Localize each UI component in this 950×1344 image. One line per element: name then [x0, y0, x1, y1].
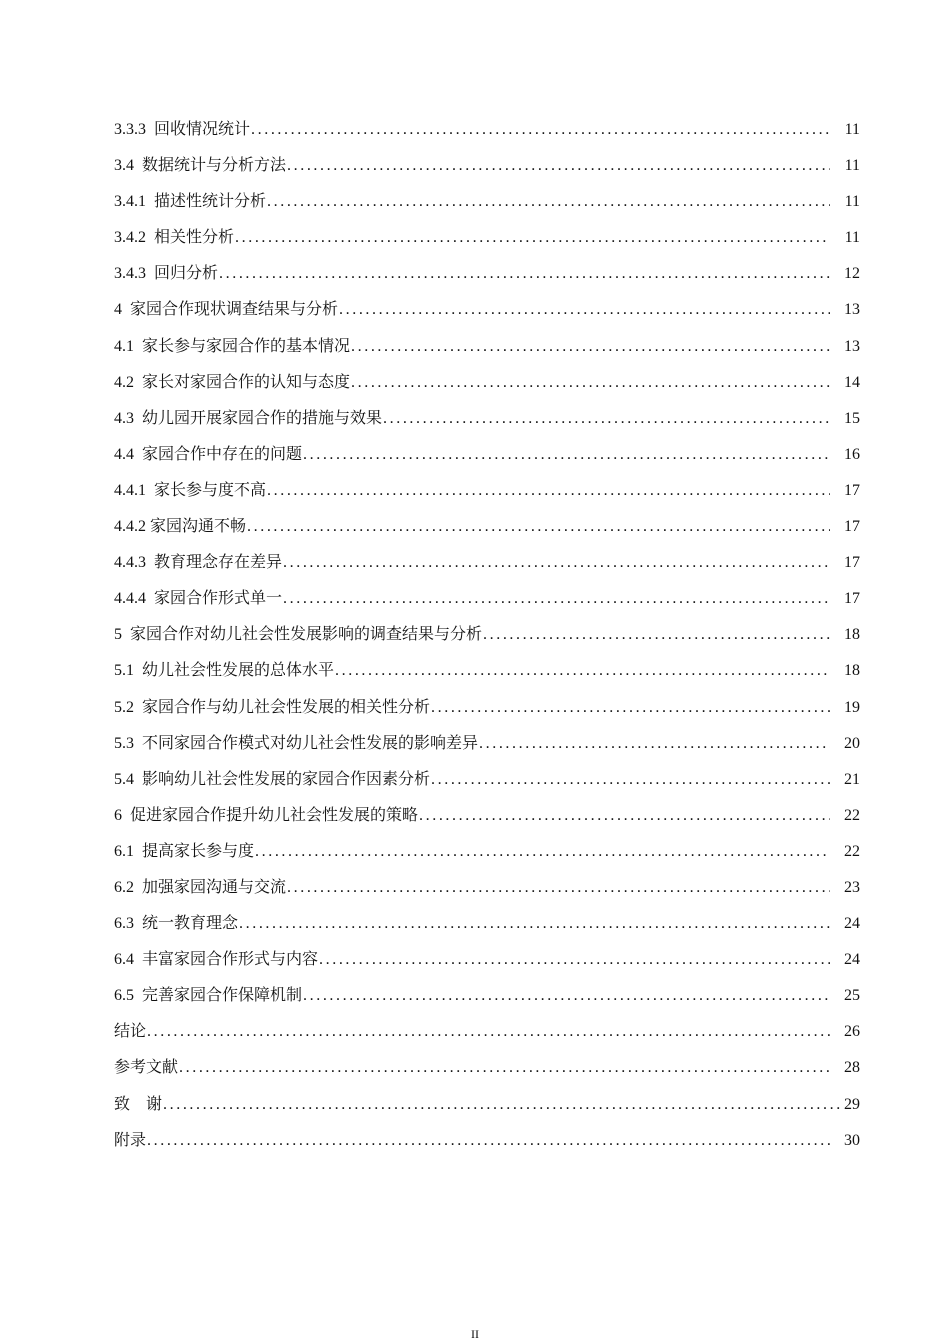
- toc-entry-title: 3.4 数据统计与分析方法: [114, 157, 287, 175]
- toc-entry[interactable]: [114, 509, 860, 545]
- toc-entry-title: 5.2 家园合作与幼儿社会性发展的相关性分析: [114, 698, 431, 716]
- toc-dot-leader: [335, 653, 830, 689]
- toc-entry-title: 6 促进家园合作提升幼儿社会性发展的策略: [114, 806, 419, 824]
- toc-entry[interactable]: [114, 184, 860, 220]
- toc-entry[interactable]: [114, 437, 860, 473]
- toc-entry[interactable]: [114, 798, 860, 834]
- toc-entry-title: 4.4.3 教育理念存在差异: [114, 554, 283, 572]
- toc-entry-page: 20: [844, 734, 860, 752]
- toc-entry-title: 致 谢: [114, 1095, 163, 1113]
- toc-entry-page: 13: [844, 301, 860, 319]
- toc-dot-leader: [255, 834, 830, 870]
- toc-entry[interactable]: [114, 473, 860, 509]
- toc-entry-title: 5.3 不同家园合作模式对幼儿社会性发展的影响差异: [114, 734, 479, 752]
- toc-entry-title: 6.5 完善家园合作保障机制: [114, 987, 303, 1005]
- toc-dot-leader: [351, 365, 830, 401]
- toc-entry-page: 19: [844, 698, 860, 716]
- toc-entry-page: 21: [844, 770, 860, 788]
- toc-entry[interactable]: [114, 726, 860, 762]
- toc-dot-leader: [267, 473, 830, 509]
- toc-entry[interactable]: [114, 401, 860, 437]
- toc-entry[interactable]: [114, 906, 860, 942]
- toc-entry-page: 17: [844, 481, 860, 499]
- toc-entry-page: 17: [844, 590, 860, 608]
- toc-entry-title: 5.1 幼儿社会性发展的总体水平: [114, 662, 335, 680]
- toc-entry-title: 6.3 统一教育理念: [114, 915, 239, 933]
- toc-entry-title: 3.3.3 回收情况统计: [114, 121, 251, 138]
- toc-entry-page: 18: [844, 662, 860, 680]
- toc-dot-leader: [351, 329, 830, 365]
- toc-entry-title: 4.3 幼儿园开展家园合作的措施与效果: [114, 409, 383, 427]
- toc-dot-leader: [283, 545, 830, 581]
- toc-entry[interactable]: [114, 220, 860, 256]
- toc-entry[interactable]: [114, 581, 860, 617]
- toc-entry[interactable]: [114, 256, 860, 292]
- toc-entry[interactable]: [114, 978, 860, 1014]
- page-number: II: [471, 1327, 479, 1341]
- toc-entry-page: 15: [844, 409, 860, 427]
- toc-dot-leader: [419, 798, 830, 834]
- toc-entry[interactable]: [114, 1123, 860, 1159]
- toc-entry-title: 6.1 提高家长参与度: [114, 842, 255, 860]
- toc-dot-leader: [179, 1050, 830, 1086]
- toc-entry[interactable]: [114, 1014, 860, 1050]
- toc-entry-title: 4.1 家长参与家园合作的基本情况: [114, 337, 351, 355]
- toc-entry[interactable]: [114, 329, 860, 365]
- toc-entry[interactable]: [114, 148, 860, 184]
- toc-entry-title: 3.4.1 描述性统计分析: [114, 193, 267, 211]
- toc-dot-leader: [431, 762, 830, 798]
- toc-entry-page: 23: [844, 878, 860, 896]
- toc-entry-page: 25: [844, 987, 860, 1005]
- toc-dot-leader: [319, 942, 830, 978]
- toc-entry-title: 附录: [114, 1131, 147, 1149]
- toc-dot-leader: [251, 112, 830, 148]
- toc-entry-title: 参考文献: [114, 1059, 179, 1077]
- toc-entry-page: 22: [844, 842, 860, 860]
- toc-entry-page: 11: [844, 193, 860, 211]
- toc-entry[interactable]: [114, 762, 860, 798]
- toc-dot-leader: [287, 148, 830, 184]
- table-of-contents: [114, 112, 860, 1159]
- toc-entry[interactable]: [114, 942, 860, 978]
- toc-entry-title: 6.4 丰富家园合作形式与内容: [114, 951, 319, 969]
- toc-entry[interactable]: [114, 690, 860, 726]
- toc-entry-page: 13: [844, 337, 860, 355]
- toc-dot-leader: [239, 906, 830, 942]
- toc-dot-leader: [303, 978, 830, 1014]
- toc-entry-title: 5 家园合作对幼儿社会性发展影响的调查结果与分析: [114, 626, 483, 644]
- toc-dot-leader: [383, 401, 830, 437]
- toc-entry[interactable]: [114, 834, 860, 870]
- toc-entry-title: 4.4.4 家园合作形式单一: [114, 590, 283, 608]
- toc-dot-leader: [283, 581, 830, 617]
- toc-dot-leader: [219, 256, 830, 292]
- toc-entry[interactable]: [114, 870, 860, 906]
- toc-entry-title: 4.4.1 家长参与度不高: [114, 481, 267, 499]
- toc-dot-leader: [479, 726, 830, 762]
- toc-dot-leader: [267, 184, 830, 220]
- toc-dot-leader: [147, 1123, 830, 1159]
- toc-dot-leader: [247, 509, 830, 545]
- toc-entry-page: 17: [844, 518, 860, 536]
- toc-dot-leader: [235, 220, 830, 256]
- toc-entry-page: 12: [844, 265, 860, 283]
- toc-entry[interactable]: [114, 365, 860, 401]
- toc-entry-title: 结论: [114, 1023, 147, 1041]
- toc-entry-page: 28: [844, 1059, 860, 1077]
- toc-entry-page: 18: [844, 626, 860, 644]
- toc-entry[interactable]: [114, 1087, 860, 1123]
- toc-entry-page: 11: [844, 157, 860, 175]
- toc-entry-page: 11: [844, 121, 860, 138]
- toc-entry-page: 26: [844, 1023, 860, 1041]
- toc-entry-title: 5.4 影响幼儿社会性发展的家园合作因素分析: [114, 770, 431, 788]
- toc-entry[interactable]: [114, 112, 860, 148]
- toc-entry-title: 4.4 家园合作中存在的问题: [114, 445, 303, 463]
- toc-entry-page: 16: [844, 445, 860, 463]
- toc-entry-page: 14: [844, 373, 860, 391]
- toc-dot-leader: [287, 870, 830, 906]
- toc-entry-title: 4 家园合作现状调查结果与分析: [114, 301, 339, 319]
- toc-dot-leader: [483, 617, 830, 653]
- toc-dot-leader: [431, 690, 830, 726]
- toc-entry[interactable]: [114, 545, 860, 581]
- toc-entry-page: 24: [844, 951, 860, 969]
- toc-entry-page: 11: [844, 229, 860, 247]
- toc-entry-title: 4.4.2 家园沟通不畅: [114, 518, 247, 536]
- toc-entry-page: 22: [844, 806, 860, 824]
- toc-entry[interactable]: [114, 653, 860, 689]
- toc-entry-page: 29: [844, 1095, 860, 1113]
- toc-entry-page: 24: [844, 915, 860, 933]
- toc-entry-title: 3.4.2 相关性分析: [114, 229, 235, 247]
- toc-entry-title: 6.2 加强家园沟通与交流: [114, 878, 287, 896]
- toc-entry[interactable]: [114, 617, 860, 653]
- toc-entry-title: 4.2 家长对家园合作的认知与态度: [114, 373, 351, 391]
- toc-entry[interactable]: [114, 292, 860, 328]
- toc-dot-leader: [303, 437, 830, 473]
- toc-entry-page: 17: [844, 554, 860, 572]
- toc-entry-page: 30: [844, 1131, 860, 1149]
- toc-entry[interactable]: [114, 1050, 860, 1086]
- toc-dot-leader: [147, 1014, 830, 1050]
- toc-entry-title: 3.4.3 回归分析: [114, 265, 219, 283]
- toc-dot-leader: [339, 292, 830, 328]
- toc-dot-leader: [163, 1087, 844, 1123]
